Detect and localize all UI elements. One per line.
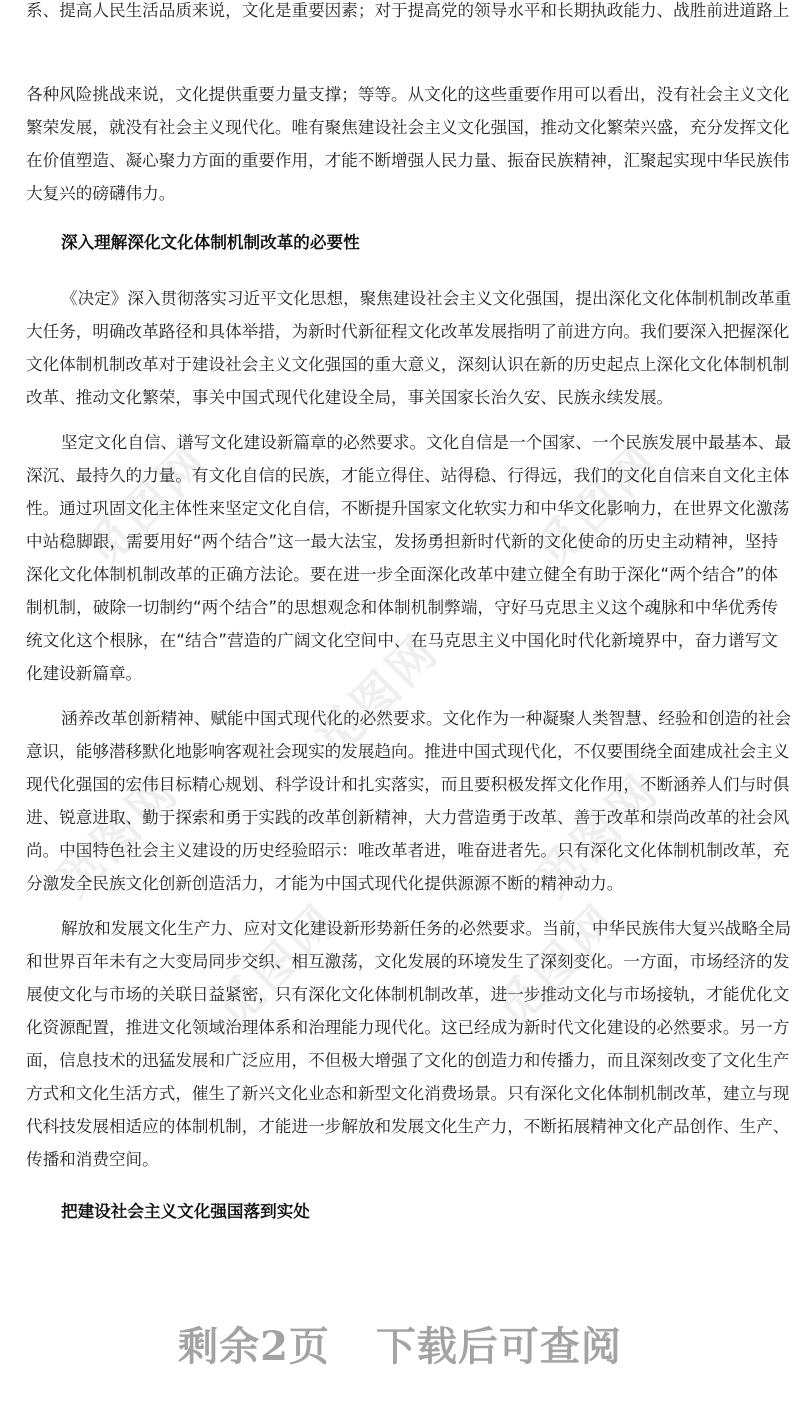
paragraph-line: 深沉、最持久的力量。有文化自信的民族，才能立得住、站得稳、行得远，我们的文化自信来自文化主体 xyxy=(26,466,790,485)
paragraph-line: 大复兴的磅礴伟力。 xyxy=(26,184,176,203)
paragraph-line: 分激发全民族文化创新创造活力，才能为中国式现代化提供源源不断的精神动力。 xyxy=(26,874,624,893)
remaining-pages-label: 剩余2页 xyxy=(178,1323,330,1370)
paragraph-line: 坚定文化自信、谱写文化建设新篇章的必然要求。文化自信是一个国家、一个民族发展中最基本、最 xyxy=(61,433,792,452)
download-prompt-banner[interactable] xyxy=(0,1315,800,1372)
paragraph-line: 展使文化与市场的关联日益紧密，只有深化文化体制机制改革，进一步推动文化与市场接轨，才能优化文 xyxy=(26,985,790,1004)
paragraph-line: 涵养改革创新精神、赋能中国式现代化的必然要求。文化作为一种凝聚人类智慧、经验和创造的社会 xyxy=(61,709,792,728)
paragraph-line: 解放和发展文化生产力、应对文化建设新形势新任务的必然要求。当前，中华民族伟大复兴战略全局 xyxy=(61,919,792,938)
paragraph-line: 制机制，破除一切制约“两个结合”的思想观念和体制机制弊端，守好马克思主义这个魂脉和中华优秀传 xyxy=(26,598,778,617)
watermark: 觅图网 xyxy=(304,622,450,768)
paragraph-line: 化建设新篇章。 xyxy=(26,664,143,683)
watermark: 觅图网 xyxy=(484,892,630,1038)
paragraph-line: 代科技发展相适应的体制机制，才能进一步解放和发展文化生产力，不断拓展精神文化产品创作、生产、 xyxy=(26,1117,790,1136)
paragraph-line: 《决定》深入贯彻落实习近平文化思想，聚焦建设社会主义文化强国，提出深化文化体制机制改革重 xyxy=(61,289,792,308)
watermark: 觅图网 xyxy=(74,432,220,578)
paragraph-line: 意识，能够潜移默化地影响客观社会现实的发展趋向。推进中国式现代化，不仅要围绕全面建成社会主义 xyxy=(26,742,790,761)
paragraph-line: 大任务，明确改革路径和具体举措，为新时代新征程文化改革发展指明了前进方向。我们要深入把握深化 xyxy=(26,322,790,341)
paragraph-line: 各种风险挑战来说，文化提供重要力量支撑；等等。从文化的这些重要作用可以看出，没有社会主义文化 xyxy=(26,85,790,104)
paragraph-line: 深化文化体制机制改革的正确方法论。要在进一步全面深化改革中建立健全有助于深化“两个结合”的体 xyxy=(26,565,778,584)
paragraph-line: 化资源配置，推进文化领域治理体系和治理能力现代化。这已经成为新时代文化建设的必然要求。另一方 xyxy=(26,1018,790,1037)
paragraph-line: 性。通过巩固文化主体性来坚定文化自信，不断提升国家文化软实力和中华文化影响力，在世界文化激荡 xyxy=(26,499,790,518)
paragraph-line: 面，信息技术的迅猛发展和广泛应用，不但极大增强了文化的创造力和传播力，而且深刻改变了文化生产 xyxy=(26,1051,790,1070)
paragraph-line: 统文化这个根脉，在“结合”营造的广阔文化空间中、在马克思主义中国化时代化新境界中，奋力谱写文 xyxy=(26,631,778,650)
paragraph-line: 现代化强国的宏伟目标精心规划、科学设计和扎实落实，而且要积极发挥文化作用，不断涵养人们与时俱 xyxy=(26,775,790,794)
paragraph-line: 传播和消费空间。 xyxy=(26,1150,159,1169)
paragraph-line: 系、提高人民生活品质来说，文化是重要因素；对于提高党的领导水平和长期执政能力、战胜前进道路上 xyxy=(26,1,790,20)
paragraph-line: 在价值塑造、凝心聚力方面的重要作用，才能不断增强人民力量、振奋民族精神，汇聚起实现中华民族伟 xyxy=(26,151,790,170)
paragraph-line: 尚。中国特色社会主义建设的历史经验昭示：唯改革者进，唯奋进者先。只有深化文化体制机制改革，充 xyxy=(26,841,790,860)
paragraph-line: 中站稳脚跟，需要用好“两个结合”这一最大法宝，发扬勇担新时代新的文化使命的历史主动精神，坚持 xyxy=(26,532,778,551)
watermark: 觅图网 xyxy=(524,432,670,578)
paragraph-line: 改革、推动文化繁荣，事关中国式现代化建设全局，事关国家长治久安、民族永续发展。 xyxy=(26,388,674,407)
paragraph-line: 进、锐意进取、勤于探索和勇于实践的改革创新精神，大力营造勇于改革、善于改革和崇尚改革的社会风 xyxy=(26,808,790,827)
watermark: 觅图网 xyxy=(204,892,350,1038)
paragraph-line: 繁荣发展，就没有社会主义现代化。唯有聚焦建设社会主义文化强国，推动文化繁荣兴盛，充分发挥文化 xyxy=(26,118,790,137)
section-heading: 把建设社会主义文化强国落到实处 xyxy=(61,1202,310,1221)
watermark: 觅图网 xyxy=(524,762,670,908)
watermark: 觅图网 xyxy=(44,762,190,908)
paragraph-line: 方式和文化生活方式，催生了新兴文化业态和新型文化消费场景。只有深化文化体制机制改革，建立与现 xyxy=(26,1084,790,1103)
paragraph-line: 文化体制机制改革对于建设社会主义文化强国的重大意义，深刻认识在新的历史起点上深化文化体制机制 xyxy=(26,355,790,374)
section-heading: 深入理解深化文化体制机制改革的必要性 xyxy=(61,233,360,252)
paragraph-line: 和世界百年未有之大变局同步交织、相互激荡，文化发展的环境发生了深刻变化。一方面，市场经济的发 xyxy=(26,952,790,971)
download-hint-label: 下载后可查阅 xyxy=(375,1323,622,1370)
